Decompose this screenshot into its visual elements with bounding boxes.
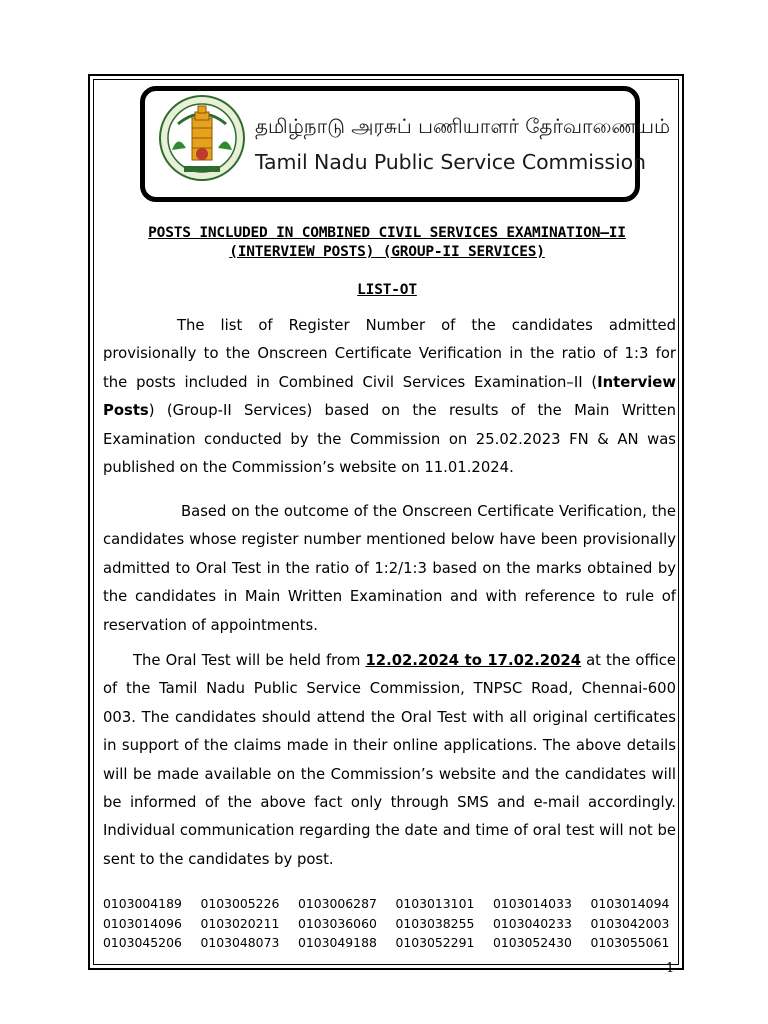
commission-title-english: Tamil Nadu Public Service Commission xyxy=(255,150,646,174)
oral-test-dates: 12.02.2024 to 17.02.2024 xyxy=(365,652,581,669)
page-number: 1 xyxy=(666,961,675,976)
register-number-cell: 0103040233 xyxy=(493,915,572,931)
paragraph-1-bold: Interview Posts xyxy=(103,373,676,420)
table-row xyxy=(103,933,688,953)
table-row xyxy=(103,914,688,934)
paragraph-3-text-b: at the office of the Tamil Nadu Public Service Commission, TNPSC Road, Chennai-600 003. The candidates should attend the Oral Test with all original certificates in support of the claims made in their online applications. The above details will be made available on the Commission’s website and the candidates will be informed of the above fact only through SMS and e-mail accordingly. Individual communication regarding the date and time of oral test will not be sent to the candidates by post. xyxy=(103,652,676,868)
paragraph-1-text-b: ) (Group-II Services) based on the results of the Main Written Examination conducted by the Commission on 25.02.2023 FN & AN was published on the Commission’s website on 11.01.2024. xyxy=(103,402,676,477)
register-number-cell: 0103005226 xyxy=(200,896,280,912)
register-number-table xyxy=(103,894,688,953)
table-row xyxy=(103,894,688,914)
heading-line-2: (INTERVIEW POSTS) (GROUP-II SERVICES) xyxy=(229,244,545,260)
paragraph-3-text-a: The Oral Test will be held from xyxy=(133,652,366,669)
commission-title-tamil: தமிழ்நாடு அரசுப் பணியாளர் தேர்வாணையம் xyxy=(255,114,671,138)
register-number-cell: 0103049188 xyxy=(298,935,377,951)
register-number-cell: 0103014094 xyxy=(590,896,670,912)
register-number-cell: 0103004189 xyxy=(103,896,182,912)
paragraph-3 xyxy=(103,647,676,874)
register-number-cell: 0103048073 xyxy=(200,935,280,951)
register-number-cell: 0103052430 xyxy=(493,935,572,951)
register-number-cell: 0103013101 xyxy=(395,896,475,912)
register-number-cell: 0103020211 xyxy=(200,915,280,931)
heading-line-1: POSTS INCLUDED IN COMBINED CIVIL SERVICES EXAMINATION–II xyxy=(148,225,626,241)
register-number-cell: 0103014033 xyxy=(493,896,572,912)
register-number-cell: 0103038255 xyxy=(395,915,475,931)
register-number-cell: 0103055061 xyxy=(590,935,670,951)
paragraph-2: Based on the outcome of the Onscreen Certificate Verification, the candidates whose register number mentioned below have been provisionally admitted to Oral Test in the ratio of 1:2/1:3 based on the marks obtained by the candidates in Main Written Examination and with reference to rule of reservation of appointments. xyxy=(103,503,676,634)
list-title: LIST-OT xyxy=(357,282,417,298)
register-number-cell: 0103052291 xyxy=(395,935,475,951)
register-number-cell: 0103042003 xyxy=(590,915,670,931)
register-number-cell: 0103014096 xyxy=(103,915,182,931)
paragraph-1-text-a: The list of Register Number of the candidates admitted provisionally to the Onscreen Certificate Verification in the ratio of 1:3 for the posts included in Combined Civil Services Examination–II ( xyxy=(103,317,676,391)
register-number-cell: 0103036060 xyxy=(298,915,377,931)
paragraph-1 xyxy=(103,312,676,482)
tamil-nadu-emblem-icon xyxy=(158,94,246,186)
register-number-cell: 0103045206 xyxy=(103,935,182,951)
register-number-cell: 0103006287 xyxy=(298,896,377,912)
